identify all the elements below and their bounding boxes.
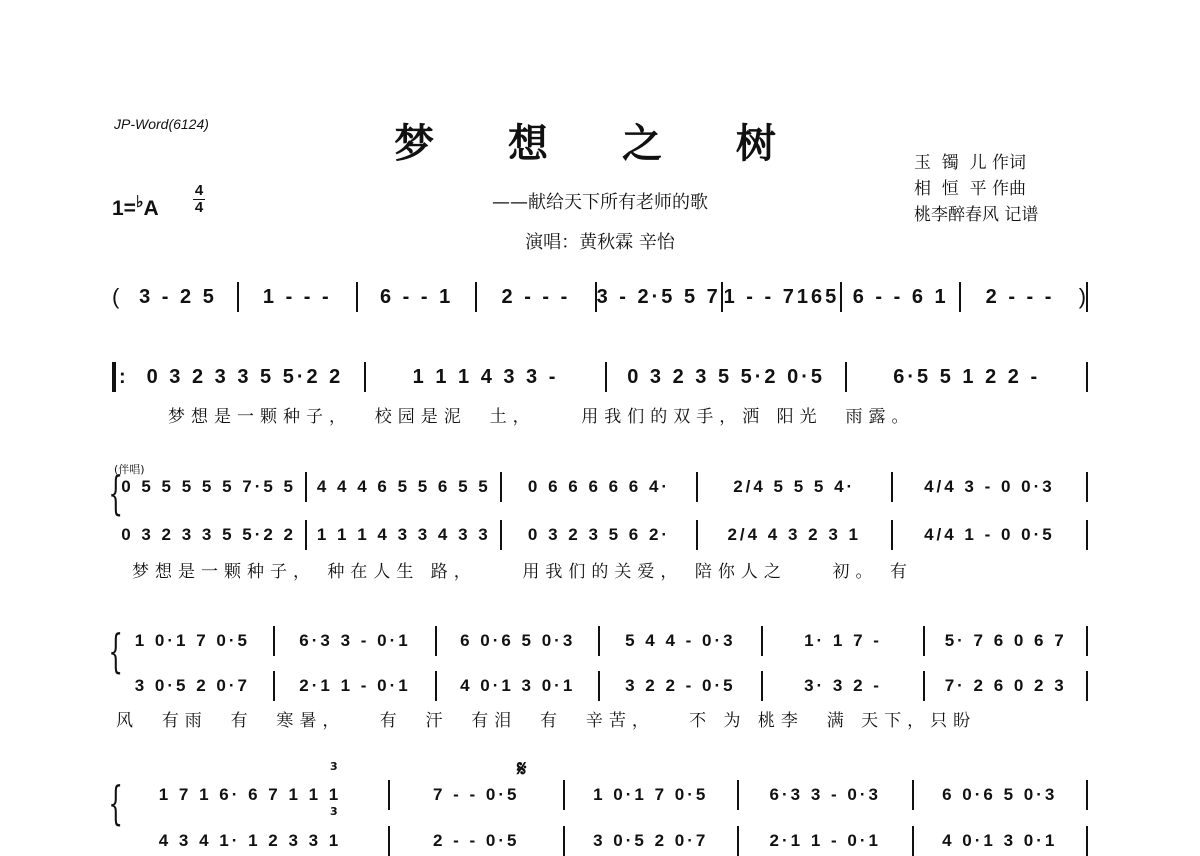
- composer-credit: 相 恒 平 作曲: [914, 179, 1027, 199]
- song-title: 梦 想 之 树: [394, 120, 806, 167]
- measure: 6 0·6 5 0·3: [460, 631, 576, 650]
- measure: 3 - 2·5 5 7: [596, 285, 721, 308]
- performers: 演唱：黄秋霖 辛怡: [525, 232, 675, 253]
- measure: 1 - - -: [262, 285, 332, 308]
- measure: 1 0·1 7 0·5: [593, 785, 709, 804]
- system-brace: {: [108, 776, 123, 830]
- measure: 2 - - -: [985, 285, 1055, 308]
- repeat-dots: :: [119, 365, 126, 388]
- chorus1-lower-line: [112, 520, 1088, 550]
- measure: 6·3 3 - 0·1: [299, 631, 411, 650]
- repeat-start-bar: [112, 362, 116, 392]
- measure: 3 - 2 5: [139, 285, 217, 308]
- source-label: JP-Word(6124): [114, 116, 209, 132]
- chorus1-lyrics: 梦想是一颗种子， 种在人生 路， 用我们的关爱， 陪你人之 初。 有: [132, 562, 913, 582]
- measure: 3· 3 2 -: [804, 676, 882, 695]
- key-signature: 1=♭A: [112, 194, 159, 220]
- measure: 0 3 2 3 3 5 5·2 2: [121, 525, 297, 544]
- measure: 2·1 1 - 0·1: [299, 676, 411, 695]
- intro-line: [112, 282, 1088, 312]
- verse1-lyrics: 梦想是一颗种子， 校园是泥 土， 用我们的双手，洒 阳光 雨露。: [168, 407, 915, 427]
- measure: 1 1 1 4 3 3 -: [412, 365, 559, 388]
- measure: 5 4 4 - 0·3: [625, 631, 736, 650]
- measure: 6 - - 6 1: [852, 285, 949, 308]
- chorus3-upper-line: [112, 780, 1088, 810]
- triplet-mark: 3: [330, 805, 338, 818]
- measure: 6 0·6 5 0·3: [942, 785, 1058, 804]
- accompaniment-cue: (伴唱): [114, 463, 145, 476]
- measure: 4 0·1 3 0·1: [942, 831, 1058, 850]
- chorus2-lower-line: [112, 671, 1088, 701]
- flat-sign: ♭: [135, 194, 144, 211]
- chorus1-upper-line: [112, 472, 1088, 502]
- measure: 3 0·5 2 0·7: [134, 676, 250, 695]
- measure: 4 4 4 6 5 5 6 5 5: [316, 477, 491, 496]
- measure: 1 - - 7165: [723, 285, 840, 308]
- measure: 0 5 5 5 5 5 7·5 5: [121, 477, 297, 496]
- segno-sign: 𝄋: [517, 757, 527, 782]
- measure: 6·3 3 - 0·3: [769, 785, 881, 804]
- measure: 6·5 5 1 2 2 -: [893, 365, 1041, 388]
- transcriber-credit: 桃李醉春风 记谱: [914, 205, 1039, 225]
- measure: 4 0·1 3 0·1: [460, 676, 576, 695]
- measure: 0 6 6 6 6 6 4·: [527, 477, 671, 496]
- chorus2-upper-line: [112, 626, 1088, 656]
- measure: 3 2 2 - 0·5: [625, 676, 736, 695]
- lyricist-credit: 玉 镯 儿 作词: [914, 153, 1027, 173]
- measure: 5· 7 6 0 6 7: [944, 631, 1067, 650]
- time-signature: 4 4: [194, 182, 204, 216]
- measure: 1 0·1 7 0·5: [134, 631, 250, 650]
- intro-open-paren: (: [112, 284, 120, 309]
- measure: 4/4 3 - 0 0·3: [924, 477, 1055, 496]
- measure: 0 3 2 3 5 6 2·: [527, 525, 671, 544]
- verse1-line: [112, 362, 1088, 392]
- system-brace: {: [108, 624, 123, 678]
- measure: 1 1 1 4 3 3 4 3 3: [316, 525, 491, 544]
- measure: 0 3 2 3 3 5 5·2 2: [146, 365, 344, 388]
- measure: 2 - - -: [501, 285, 571, 308]
- chorus2-lyrics: 风 有雨 有 寒暑， 有 汗 有泪 有 辛苦， 不 为 桃李 满 天下，只盼: [116, 711, 977, 731]
- measure: 2 - - 0·5: [432, 831, 520, 850]
- system-brace: {: [108, 466, 123, 520]
- triplet-mark: 3: [330, 760, 338, 773]
- song-subtitle: ——献给天下所有老师的歌: [492, 192, 708, 213]
- measure: 2·1 1 - 0·1: [769, 831, 881, 850]
- measure: 7· 2 6 0 2 3: [944, 676, 1067, 695]
- measure: 0 3 2 3 5 5·2 0·5: [627, 365, 825, 388]
- measure: 4/4 1 - 0 0·5: [924, 525, 1055, 544]
- measure: 2/4 5 5 5 4·: [733, 477, 856, 496]
- measure: 2/4 4 3 2 3 1: [727, 525, 861, 544]
- measure: 7 - - 0·5: [432, 785, 520, 804]
- intro-close-paren: ): [1078, 284, 1087, 309]
- credits: [914, 150, 1038, 228]
- measure: 6 - - 1: [379, 285, 454, 308]
- measure: 1· 1 7 -: [804, 631, 882, 650]
- chorus3-lower-line: [112, 826, 1088, 856]
- measure: 4 3 4 1· 1 2 3 3 1: [158, 831, 342, 850]
- measure: 1 7 1 6· 6 7 1 1 1: [158, 785, 342, 804]
- measure: 3 0·5 2 0·7: [593, 831, 709, 850]
